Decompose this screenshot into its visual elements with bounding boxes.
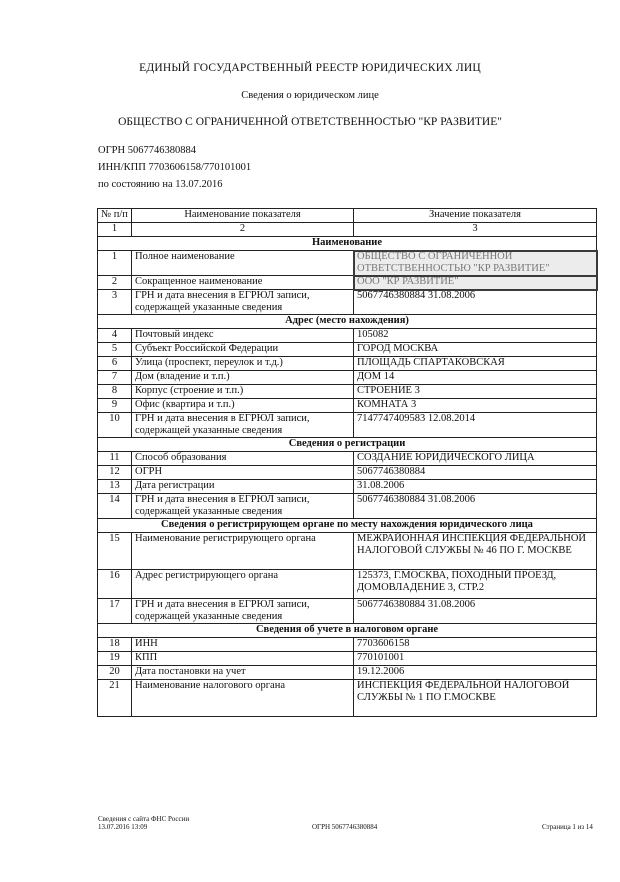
- row-label: Дом (владение и т.п.): [132, 371, 354, 385]
- row-label: Офис (квартира и т.п.): [132, 399, 354, 413]
- table-row: [98, 680, 597, 717]
- row-value: 7147747409583 12.08.2014: [354, 413, 597, 438]
- row-value: 31.08.2006: [354, 480, 597, 494]
- row-number: 17: [98, 599, 132, 624]
- row-number: 19: [98, 652, 132, 666]
- registry-table: [97, 208, 597, 717]
- row-value: 5067746380884: [354, 466, 597, 480]
- row-number: 10: [98, 413, 132, 438]
- table-row: [98, 533, 597, 570]
- section-row: [98, 237, 597, 251]
- col-index-3: 3: [354, 223, 597, 237]
- section-row: [98, 315, 597, 329]
- table-row: [98, 385, 597, 399]
- row-value: ИНСПЕКЦИЯ ФЕДЕРАЛЬНОЙ НАЛОГОВОЙ СЛУЖБЫ № 1 ПО Г.МОСКВЕ: [354, 680, 597, 717]
- row-number: 9: [98, 399, 132, 413]
- row-value: МЕЖРАЙОННАЯ ИНСПЕКЦИЯ ФЕДЕРАЛЬНОЙ НАЛОГОВОЙ СЛУЖБЫ № 46 ПО Г. МОСКВЕ: [354, 533, 597, 570]
- table-row: [98, 599, 597, 624]
- row-value: СТРОЕНИЕ 3: [354, 385, 597, 399]
- row-value: ПЛОЩАДЬ СПАРТАКОВСКАЯ: [354, 357, 597, 371]
- row-number: 16: [98, 570, 132, 599]
- section-naming: Наименование: [98, 237, 597, 251]
- table-row: [98, 652, 597, 666]
- company-name: ОБЩЕСТВО С ОГРАНИЧЕННОЙ ОТВЕТСТВЕННОСТЬЮ "КР РАЗВИТИЕ": [118, 116, 502, 128]
- footer-source-block: [98, 815, 189, 831]
- footer-page-number: Страница 1 из 14: [542, 823, 593, 831]
- row-number: 11: [98, 452, 132, 466]
- table-row: [98, 399, 597, 413]
- table-index-row: [98, 223, 597, 237]
- row-value: 5067746380884 31.08.2006: [354, 290, 597, 315]
- row-number: 21: [98, 680, 132, 717]
- section-row: [98, 438, 597, 452]
- row-label: Полное наименование: [132, 251, 354, 276]
- row-number: 14: [98, 494, 132, 519]
- col-index-2: 2: [132, 223, 354, 237]
- row-number: 2: [98, 276, 132, 290]
- row-label: Корпус (строение и т.п.): [132, 385, 354, 399]
- meta-ogrn: ОГРН 5067746380884: [98, 145, 196, 156]
- col-header-num: № п/п: [98, 209, 132, 223]
- row-label: Способ образования: [132, 452, 354, 466]
- row-label: ОГРН: [132, 466, 354, 480]
- row-number: 15: [98, 533, 132, 570]
- row-number: 12: [98, 466, 132, 480]
- table-row: [98, 452, 597, 466]
- table-row: [98, 276, 597, 290]
- row-value: СОЗДАНИЕ ЮРИДИЧЕСКОГО ЛИЦА: [354, 452, 597, 466]
- row-number: 6: [98, 357, 132, 371]
- row-number: 13: [98, 480, 132, 494]
- table-row: [98, 290, 597, 315]
- meta-inn-kpp: ИНН/КПП 7703606158/770101001: [98, 162, 252, 173]
- row-label: ГРН и дата внесения в ЕГРЮЛ записи, содержащей указанные сведения: [132, 290, 354, 315]
- table-header-row: [98, 209, 597, 223]
- row-label: Субъект Российской Федерации: [132, 343, 354, 357]
- row-label: Улица (проспект, переулок и т.д.): [132, 357, 354, 371]
- row-number: 7: [98, 371, 132, 385]
- row-label: Почтовый индекс: [132, 329, 354, 343]
- section-row: [98, 624, 597, 638]
- table-row: [98, 413, 597, 438]
- row-label: Наименование регистрирующего органа: [132, 533, 354, 570]
- document-subtitle: Сведения о юридическом лице: [241, 90, 379, 101]
- section-tax: Сведения об учете в налоговом органе: [98, 624, 597, 638]
- meta-as-of: по состоянию на 13.07.2016: [98, 179, 223, 190]
- row-number: 4: [98, 329, 132, 343]
- row-number: 8: [98, 385, 132, 399]
- row-value: 125373, Г.МОСКВА, ПОХОДНЫЙ ПРОЕЗД, ДОМОВЛАДЕНИЕ 3, СТР.2: [354, 570, 597, 599]
- row-label: ГРН и дата внесения в ЕГРЮЛ записи, содержащей указанные сведения: [132, 599, 354, 624]
- table-row: [98, 357, 597, 371]
- row-number: 18: [98, 638, 132, 652]
- row-label: КПП: [132, 652, 354, 666]
- row-label: ИНН: [132, 638, 354, 652]
- row-number: 5: [98, 343, 132, 357]
- row-label: Дата регистрации: [132, 480, 354, 494]
- table-row: [98, 343, 597, 357]
- row-value: ГОРОД МОСКВА: [354, 343, 597, 357]
- table-row: [98, 480, 597, 494]
- section-registration: Сведения о регистрации: [98, 438, 597, 452]
- row-label: Наименование налогового органа: [132, 680, 354, 717]
- row-label: ГРН и дата внесения в ЕГРЮЛ записи, содержащей указанные сведения: [132, 413, 354, 438]
- row-label: Сокращенное наименование: [132, 276, 354, 290]
- footer-source: Сведения с сайта ФНС России: [98, 815, 190, 823]
- registry-title: ЕДИНЫЙ ГОСУДАРСТВЕННЫЙ РЕЕСТР ЮРИДИЧЕСКИХ ЛИЦ: [139, 62, 481, 74]
- footer-timestamp: 13.07.2016 13:09: [98, 823, 148, 831]
- row-label: Дата постановки на учет: [132, 666, 354, 680]
- row-label: Адрес регистрирующего органа: [132, 570, 354, 599]
- table-row: [98, 666, 597, 680]
- table-row: [98, 329, 597, 343]
- row-value: КОМНАТА 3: [354, 399, 597, 413]
- row-value: ООО "КР РАЗВИТИЕ": [354, 276, 597, 290]
- row-value: 5067746380884 31.08.2006: [354, 599, 597, 624]
- table-row: [98, 466, 597, 480]
- table-row: [98, 371, 597, 385]
- row-value: 770101001: [354, 652, 597, 666]
- table-row: [98, 570, 597, 599]
- row-value: ДОМ 14: [354, 371, 597, 385]
- table-row: [98, 638, 597, 652]
- row-number: 1: [98, 251, 132, 276]
- col-header-value: Значение показателя: [354, 209, 597, 223]
- row-value: 7703606158: [354, 638, 597, 652]
- col-index-1: 1: [98, 223, 132, 237]
- footer-ogrn: ОГРН 5067746380884: [312, 823, 378, 831]
- table-row: [98, 494, 597, 519]
- table-row: [98, 251, 597, 276]
- section-address: Адрес (место нахождения): [98, 315, 597, 329]
- row-number: 3: [98, 290, 132, 315]
- meta-block: [98, 142, 251, 193]
- row-number: 20: [98, 666, 132, 680]
- section-authority: Сведения о регистрирующем органе по месту нахождения юридического лица: [98, 519, 597, 533]
- row-value: 19.12.2006: [354, 666, 597, 680]
- row-value: 105082: [354, 329, 597, 343]
- row-label: ГРН и дата внесения в ЕГРЮЛ записи, содержащей указанные сведения: [132, 494, 354, 519]
- col-header-name: Наименование показателя: [132, 209, 354, 223]
- section-row: [98, 519, 597, 533]
- row-value: ОБЩЕСТВО С ОГРАНИЧЕННОЙ ОТВЕТСТВЕННОСТЬЮ "КР РАЗВИТИЕ": [354, 251, 597, 276]
- row-value: 5067746380884 31.08.2006: [354, 494, 597, 519]
